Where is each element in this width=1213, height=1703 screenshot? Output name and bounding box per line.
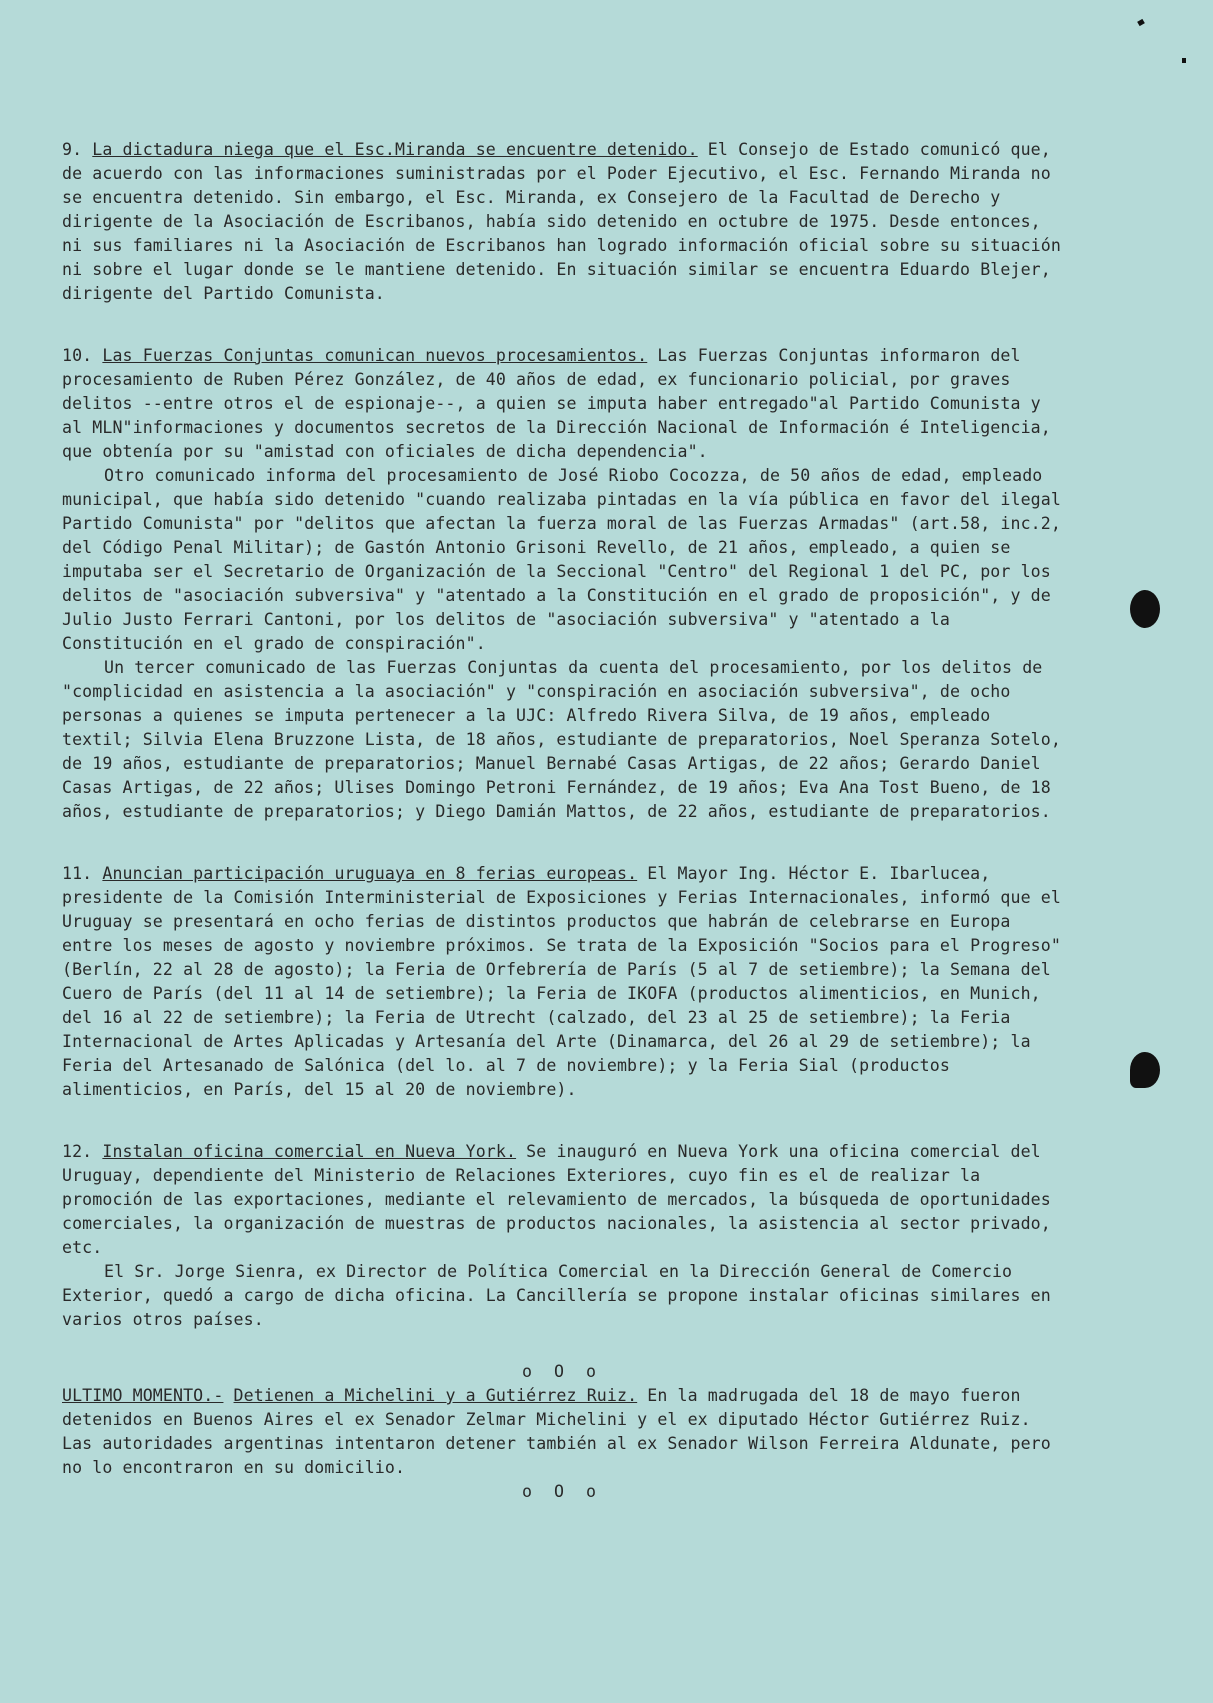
- news-item-10: [62, 344, 1062, 824]
- item-10-heading: Las Fuerzas Conjuntas comunican nuevos procesamientos.: [102, 346, 648, 365]
- item-10-paragraph-2: Otro comunicado informa del procesamiento de José Riobo Cocozza, de 50 años de edad, empleado municipal, que había sido detenido "cuando realizaba pintadas en la vía pública en favor del ilegal Partido Comunista" por "delitos que afectan la fuerza moral de las Fuerzas Armadas" (art.58, inc.2, del Código Penal Militar); de Gastón Antonio Grisoni Revello, de 21 años, empleado, a quien se imputaba ser el Secretario de Organización de la Seccional "Centro" del Regional 1 del PC, por los delitos de "asociación subversiva" y "atentado a la Constitución en el grado de proposición", y de Julio Justo Ferrari Cantoni, por los delitos de "asociación subversiva" y "atentado a la Constitución en el grado de conspiración".: [62, 466, 1061, 653]
- item-10-paragraph-1: [62, 344, 1062, 464]
- item-10-number: 10.: [62, 346, 93, 365]
- corner-mark-top: [1137, 19, 1145, 26]
- last-minute-text: En la madrugada del 18 de mayo fueron detenidos en Buenos Aires el ex Senador Zelmar Michelini y el ex diputado Héctor Gutiérrez Ruiz. Las autoridades argentinas intentaron detener también al ex Senador Wilson Ferreira Aldunate, pero no lo encontraron en su domicilio.: [62, 1386, 1051, 1477]
- item-12-text-1: Se inauguró en Nueva York una oficina comercial del Uruguay, dependiente del Ministerio de Relaciones Exteriores, cuyo fin es el de realizar la promoción de las exportaciones, mediante el relevamiento de mercados, la búsqueda de oportunidades comerciales, la organización de muestras de productos nacionales, la asistencia al sector privado, etc.: [62, 1142, 1051, 1257]
- punch-hole-lower: [1130, 1052, 1160, 1088]
- item-12-heading: Instalan oficina comercial en Nueva York.: [102, 1142, 517, 1161]
- item-10-text-1: Las Fuerzas Conjuntas informaron del procesamiento de Ruben Pérez González, de 40 años de edad, ex funcionario policial, por graves delitos --entre otros el de espionaje--, a quien se imputa haber entregado"al Partido Comunista y al MLN"informaciones y documentos secretos de la Dirección Nacional de Información é Inteligencia, que obtenía por su "amistad con oficiales de dicha dependencia".: [62, 346, 1051, 461]
- item-9-heading: La dictadura niega que el Esc.Miranda se encuentre detenido.: [92, 140, 698, 159]
- item-9-number: 9.: [62, 140, 83, 159]
- corner-mark-right: [1182, 58, 1186, 63]
- last-minute-label: ULTIMO MOMENTO.-: [62, 1386, 224, 1405]
- last-minute-item: [62, 1384, 1062, 1480]
- item-12-number: 12.: [62, 1142, 93, 1161]
- punch-hole-upper: [1130, 590, 1160, 628]
- last-minute-paragraph: [62, 1384, 1062, 1480]
- item-9-paragraph-1: [62, 138, 1062, 306]
- news-item-12: [62, 1140, 1062, 1332]
- document-body: [62, 138, 1062, 1504]
- closing-separator: o O o: [522, 1482, 602, 1501]
- item-12-paragraph-1: [62, 1140, 1062, 1260]
- item-11-heading: Anuncian participación uruguaya en 8 ferias europeas.: [102, 864, 638, 883]
- item-11-text-1: El Mayor Ing. Héctor E. Ibarlucea, presidente de la Comisión Interministerial de Exposiciones y Ferias Internacionales, informó que el Uruguay se presentará en ocho ferias de distintos productos que habrán de celebrarse en Europa entre los meses de agosto y noviembre próximos. Se trata de la Exposición "Socios para el Progreso" (Berlín, 22 al 28 de agosto); la Feria de Orfebrería de París (5 al 7 de setiembre); la Semana del Cuero de París (del 11 al 14 de setiembre); la Feria de IKOFA (productos alimenticios, en Munich, del 16 al 22 de setiembre); la Feria de Utrecht (calzado, del 23 al 25 de setiembre); la Feria Internacional de Artes Aplicadas y Artesanía del Arte (Dinamarca, del 26 al 29 de setiembre); la Feria del Artesanado de Salónica (del lo. al 7 de noviembre); y la Feria Sial (productos alimenticios, en París, del 15 al 20 de noviembre).: [62, 864, 1061, 1099]
- separator: o O o: [522, 1362, 602, 1381]
- item-12-paragraph-2: El Sr. Jorge Sienra, ex Director de Política Comercial en la Dirección General de Comercio Exterior, quedó a cargo de dicha oficina. La Cancillería se propone instalar oficinas similares en varios otros países.: [62, 1262, 1051, 1329]
- item-11-paragraph-1: [62, 862, 1062, 1102]
- item-9-text-1: El Consejo de Estado comunicó que, de acuerdo con las informaciones suministradas por el Poder Ejecutivo, el Esc. Fernando Miranda no se encuentra detenido. Sin embargo, el Esc. Miranda, ex Consejero de la Facultad de Derecho y dirigente de la Asociación de Escribanos, había sido detenido en octubre de 1975. Desde entonces, ni sus familiares ni la Asociación de Escribanos han logrado información oficial sobre su situación ni sobre el lugar donde se le mantiene detenido. En situación similar se encuentra Eduardo Blejer, dirigente del Partido Comunista.: [62, 140, 1061, 303]
- news-item-11: [62, 862, 1062, 1102]
- item-10-paragraph-3: Un tercer comunicado de las Fuerzas Conjuntas da cuenta del procesamiento, por los delitos de "complicidad en asistencia a la asociación" y "conspiración en asociación subversiva", de ocho personas a quienes se imputa pertenecer a la UJC: Alfredo Rivera Silva, de 19 años, empleado textil; Silvia Elena Bruzzone Lista, de 18 años, estudiante de preparatorios, Noel Speranza Sotelo, de 19 años, estudiante de preparatorios; Manuel Bernabé Casas Artigas, de 22 años; Gerardo Daniel Casas Artigas, de 22 años; Ulises Domingo Petroni Fernández, de 19 años; Eva Ana Tost Bueno, de 18 años, estudiante de preparatorios; y Diego Damián Mattos, de 22 años, estudiante de preparatorios.: [62, 658, 1061, 821]
- news-item-9: [62, 138, 1062, 306]
- last-minute-heading: Detienen a Michelini y a Gutiérrez Ruiz.: [233, 1386, 638, 1405]
- item-11-number: 11.: [62, 864, 93, 883]
